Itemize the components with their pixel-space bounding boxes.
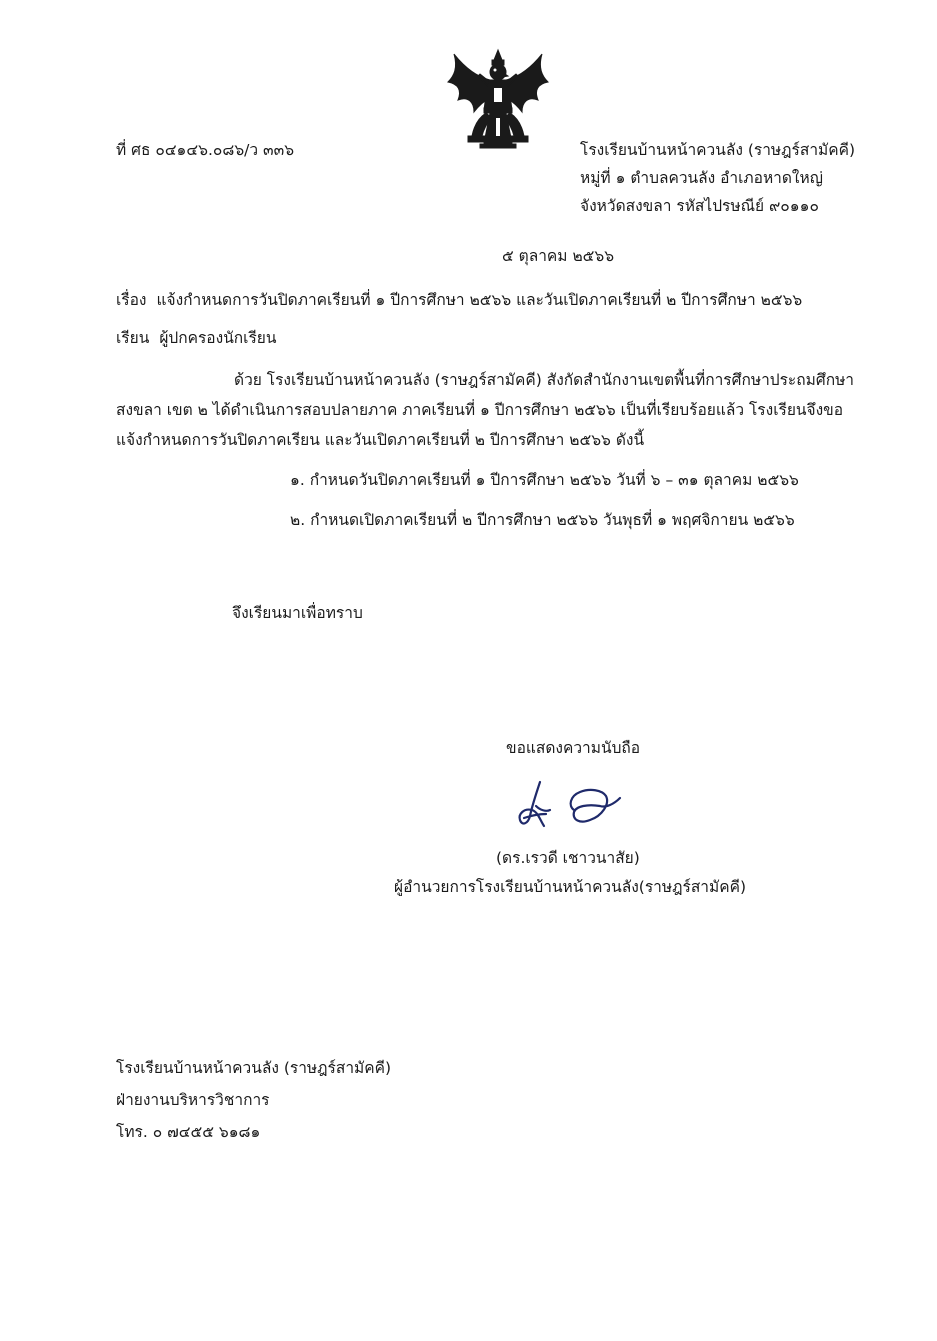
sender-name: โรงเรียนบ้านหน้าควนลัง (ราษฎร์สามัคคี) [580,141,856,159]
recipient-line [116,328,276,348]
body-line-2: สงขลา เขต ๒ ได้ดำเนินการสอบปลายภาค ภาคเรียนที่ ๑ ปีการศึกษา ๒๕๖๖ เป็นที่เรียบร้อยแล้ว โรงเรียนจึงขอ [116,401,844,419]
handwritten-signature-icon [510,776,630,836]
subject-label: เรื่อง [116,291,147,309]
subject-line [116,290,802,310]
footer-department: ฝ่ายงานบริหารวิชาการ [116,1091,270,1109]
schedule-item: ๑. กำหนดวันปิดภาคเรียนที่ ๑ ปีการศึกษา ๒๕๖๖ วันที่ ๖ – ๓๑ ตุลาคม ๒๕๖๖ [290,471,799,489]
recipient-label: เรียน [116,329,150,347]
closing-line: จึงเรียนมาเพื่อทราบ [232,604,363,622]
schedule-item: ๒. กำหนดเปิดภาคเรียนที่ ๒ ปีการศึกษา ๒๕๖๖ วันพุธที่ ๑ พฤศจิกายน ๒๕๖๖ [290,511,795,529]
signer-position: ผู้อำนวยการโรงเรียนบ้านหน้าควนลัง(ราษฎร์สามัคคี) [394,878,746,896]
body-line-3: แจ้งกำหนดการวันปิดภาคเรียน และวันเปิดภาคเรียนที่ ๒ ปีการศึกษา ๒๕๖๖ ดังนี้ [116,431,645,449]
body-line-1: ด้วย โรงเรียนบ้านหน้าควนลัง (ราษฎร์สามัคคี) สังกัดสำนักงานเขตพื้นที่การศึกษาประถมศึกษา [234,371,855,389]
letter-date: ๕ ตุลาคม ๒๕๖๖ [502,247,615,265]
document-number: ที่ ศธ ๐๔๑๔๖.๐๘๖/ว ๓๓๖ [116,141,295,159]
footer-phone: โทร. ๐ ๗๔๕๕ ๖๑๘๑ [116,1123,261,1141]
signer-name: (ดร.เรวดี เชาวนาสัย) [496,849,640,867]
subject-text: แจ้งกำหนดการวันปิดภาคเรียนที่ ๑ ปีการศึกษา ๒๕๖๖ และวันเปิดภาคเรียนที่ ๒ ปีการศึกษา ๒๕๖๖ [156,291,803,309]
sign-off: ขอแสดงความนับถือ [506,739,641,757]
sender-province: จังหวัดสงขลา รหัสไปรษณีย์ ๙๐๑๑๐ [580,197,819,215]
footer-school: โรงเรียนบ้านหน้าควนลัง (ราษฎร์สามัคคี) [116,1059,392,1077]
sender-address: หมู่ที่ ๑ ตำบลควนลัง อำเภอหาดใหญ่ [580,169,823,187]
recipient-text: ผู้ปกครองนักเรียน [159,329,277,347]
garuda-emblem-icon [444,46,552,154]
